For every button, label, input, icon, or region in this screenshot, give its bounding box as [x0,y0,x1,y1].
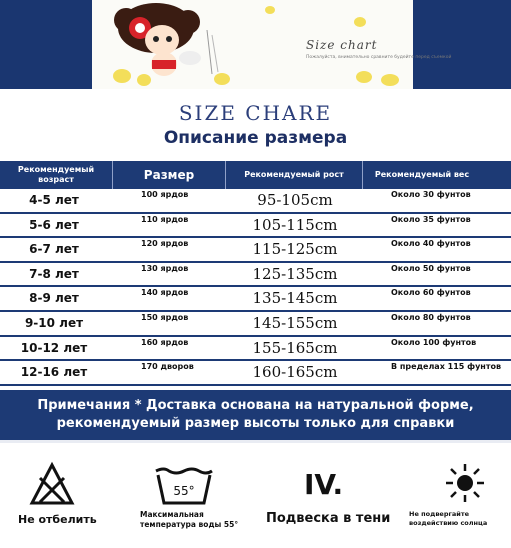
weight-cell: Около 100 фунтов [391,337,477,347]
size-cell: 160 ярдов [141,337,189,347]
size-cell: 120 ярдов [141,239,189,249]
hang-dry-label: Подвеска в тени [266,511,391,526]
height-cell: 145-155cm [252,313,338,332]
height-cell: 105-115cm [252,215,338,234]
header-height: Рекомендуемый рост [244,170,344,179]
age-cell: 4-5 лет [29,193,79,207]
banner-illustration [92,0,452,89]
size-cell: 170 дворов [141,362,194,372]
size-cell: 150 ярдов [141,312,189,322]
table-row [0,214,511,239]
weight-cell: Около 30 фунтов [391,190,471,199]
header-banner [0,0,511,89]
age-cell: 12-16 лет [20,365,88,380]
table-row [0,287,511,312]
table-row [0,263,511,288]
note-line-1: Примечания * Доставка основана на натуральной форме, [37,398,474,413]
table-row [0,238,511,263]
size-chart-script-title: Size chart [306,38,378,52]
size-cell: 100 ярдов [141,190,189,199]
no-bleach-label: Не отбелить [18,513,97,526]
size-cell: 130 ярдов [141,263,189,273]
size-chart-subtitle: Пожалуйста, внимательно сравните будейте перед съемкой [306,55,452,60]
height-cell: 135-145cm [252,289,338,308]
table-row [0,189,511,214]
wash-temperature-icon [154,465,214,505]
note-banner [0,390,511,440]
height-cell: 125-135cm [252,264,338,283]
age-cell: 7-8 лет [29,266,79,281]
care-instructions [0,440,511,548]
table-header [0,161,511,189]
size-cell: 140 ярдов [141,288,189,298]
header-weight: Рекомендуемый вес [374,170,470,179]
no-sun-label: Не подвергайте воздействию солнца [409,510,488,527]
no-bleach-icon [30,463,74,505]
weight-cell: Около 50 фунтов [391,263,471,273]
age-cell: 9-10 лет [24,315,84,330]
weight-cell: Около 40 фунтов [391,239,471,249]
title-russian: Описание размера [163,128,348,148]
height-cell: 155-165cm [252,338,338,357]
header-size: Размер [143,168,195,182]
title-english: SIZE CHARE [178,101,333,125]
banner-left-panel [0,0,92,89]
wash-temperature-value: 55° [173,484,195,498]
max-temperature-label: Максимальная температура воды 55° [140,510,239,529]
table-row [0,337,511,362]
weight-cell: Около 35 фунтов [391,214,471,224]
height-cell: 115-125cm [252,240,338,259]
age-cell: 6-7 лет [29,242,79,257]
height-cell: 95-105cm [257,191,333,209]
weight-cell: Около 80 фунтов [391,312,471,322]
table-row [0,312,511,337]
height-cell: 160-165cm [252,363,338,382]
weight-cell: В пределах 115 фунтов [391,362,502,372]
age-cell: 8-9 лет [29,291,79,306]
age-cell: 10-12 лет [20,340,88,355]
weight-cell: Около 60 фунтов [391,288,471,298]
size-cell: 110 ярдов [141,214,189,224]
header-age: Рекомендуемый возраст [17,165,95,184]
table-row [0,361,511,386]
banner-right-panel [413,0,511,89]
sun-icon [445,463,485,503]
note-line-2: рекомендуемый размер высоты только для справки [56,416,455,431]
roman-numeral-four: IV. [304,468,344,501]
age-cell: 5-6 лет [29,217,79,232]
size-table-body [0,189,511,386]
